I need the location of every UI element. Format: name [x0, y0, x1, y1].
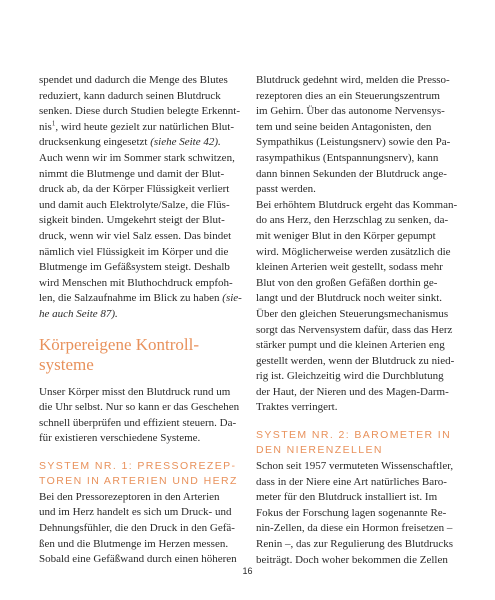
text-line: Bei den Pressorezeptoren in den Arterien [39, 490, 220, 503]
text-line: nis$^1$, wird heute gezielt zur natürlichen Blut- [39, 119, 235, 133]
section-heading [39, 335, 236, 375]
text-line: Unser Körper misst den Blutdruck rund um [39, 385, 231, 398]
text-line: Schon seit 1957 vermuteten Wissenschaftler, [256, 460, 454, 473]
text-line: nin-Zellen, da diese ein Hormon freisetzen – [256, 522, 453, 535]
text-line: und im Herz handelt es sich um Druck- und [39, 506, 232, 519]
subheading-system-1 [39, 459, 236, 489]
text-line: meter für den Blutdruck installiert ist. Im [256, 491, 438, 504]
text-line: gestellt werden, wenn der Blutdruck zu nied- [256, 354, 455, 367]
subheading-line: DEN NIERENZELLEN [256, 444, 383, 457]
text-line: der Haut, der Nieren und des Magen-Darm- [256, 385, 449, 398]
text-line: mit weniger Blut in den Körper gepumpt [256, 229, 436, 242]
text-line: ßen und die Blutmenge im Herzen messen. [39, 537, 229, 550]
text-line: nimmt die Blutmenge und damit der Blut- [39, 167, 225, 180]
text-fragment: wird heute gezielt zur natürlichen Blut- [60, 120, 235, 133]
subheading-line: SYSTEM NR. 1: PRESSOREZEP- [39, 459, 237, 472]
text-line: dann binnen Sekunden der Blutdruck ange- [256, 167, 447, 180]
text-line: Traktes verringert. [256, 401, 338, 414]
text-line: sigkeit binden. Umgekehrt steigt der Blut- [39, 214, 225, 227]
text-line: Über den gleichen Steuerungsmechanismus [256, 307, 449, 320]
text-line: beiträgt. Doch woher bekommen die Zellen [256, 553, 448, 566]
subheading-line: SYSTEM NR. 2: BAROMETER IN [256, 429, 452, 442]
text-line: schnell überprüfen und effizient steuern. Da- [39, 416, 237, 429]
text-line [39, 135, 236, 151]
text-line: do ans Herz, den Herzschlag zu senken, da- [256, 214, 449, 227]
page-reference: (siehe Seite 42). [150, 136, 221, 149]
text-line: dass in der Niere eine Art natürliches Baro- [256, 475, 447, 488]
text-line: stärker pumpt und die kleinen Arterien eng [256, 339, 445, 352]
page-reference: he auch Seite 87). [39, 307, 118, 320]
text-fragment: len, die Salzaufnahme im Blick zu haben [39, 292, 220, 305]
text-line: für existieren verschiedene Systeme. [39, 432, 201, 445]
text-line: Blut von den großen Gefäßen dorthin ge- [256, 276, 438, 289]
subheading-line: TOREN IN ARTERIEN UND HERZ [39, 474, 238, 487]
subheading-system-2 [256, 428, 453, 458]
section-heading-line: Körpereigene Kontroll- [39, 334, 200, 354]
text-line: Bei erhöhtem Blutdruck ergeht das Komman- [256, 198, 458, 211]
text-line: kleinen Arterien weit gestellt, sodass mehr [256, 261, 443, 274]
text-line: Dehnungsfühler, die den Druck in den Gefä- [39, 522, 235, 535]
text-line: rig ist. Gleichzeitig wird die Durchblutung [256, 370, 444, 383]
footnote-reference: 1 [51, 119, 56, 128]
text-line: wird. Möglicherweise werden zusätzlich die [256, 245, 451, 258]
text-line: im Gehirn. Über das autonome Nervensys- [256, 105, 445, 118]
text-line: langt und der Blutdruck noch weiter sinkt. [256, 292, 443, 305]
text-line: spendet und dadurch die Menge des Blutes [39, 74, 228, 86]
page-number: 16 [242, 566, 253, 576]
text-line: sorgt das Nervensystem dafür, dass das Herz [256, 323, 453, 336]
text-line: Blutdruck gedehnt wird, melden die Presso- [256, 74, 450, 86]
text-line: und damit auch Elektrolyte/Salze, die Flüs- [39, 198, 230, 211]
text-line: tem und seine beiden Antagonisten, den [256, 120, 432, 133]
text-line: die Uhr selbst. Nur so kann er das Geschehen [39, 401, 240, 414]
text-line: Fokus der Forschung lagen sogenannte Re- [256, 506, 447, 519]
text-line: Renin –, das zur Regulierung des Blutdrucks [256, 538, 454, 551]
text-line [39, 291, 242, 307]
section-heading-line: systeme [39, 354, 94, 374]
text-line: nämlich viel Flüssigkeit im Körper und die [39, 245, 229, 258]
text-line: Sympathikus (Leistungsnerv) sowie den Pa- [256, 136, 451, 149]
right-column [256, 73, 458, 568]
text-line: passt werden. [256, 183, 316, 196]
text-fragment: drucksenkung eingesetzt [39, 136, 148, 149]
text-fragment: nis [39, 120, 52, 133]
page-reference: (sie- [222, 292, 242, 305]
text-line: wird Menschen mit Bluthochdruck empfoh- [39, 276, 233, 289]
text-line: rasympathikus (Entspannungsnerv), kann [256, 151, 439, 164]
text-line: Blutmenge im Gefäßsystem steigt. Deshalb [39, 261, 230, 274]
text-line: druck ab, da der Körper Flüssigkeit verliert [39, 183, 230, 196]
left-column [39, 73, 242, 568]
text-line: reduziert, kann dadurch seinen Blutdruck [39, 89, 221, 102]
text-line: Sobald eine Gefäßwand durch einen höheren [39, 553, 237, 566]
text-line: druck, wenn wir viel Salz essen. Das bindet [39, 229, 232, 242]
text-line: Auch wenn wir im Sommer stark schwitzen, [39, 151, 235, 164]
text-line: senken. Diese durch Studien belegte Erkennt- [39, 105, 240, 118]
text-line: rezeptoren dies an ein Steuerungszentrum [256, 89, 440, 102]
